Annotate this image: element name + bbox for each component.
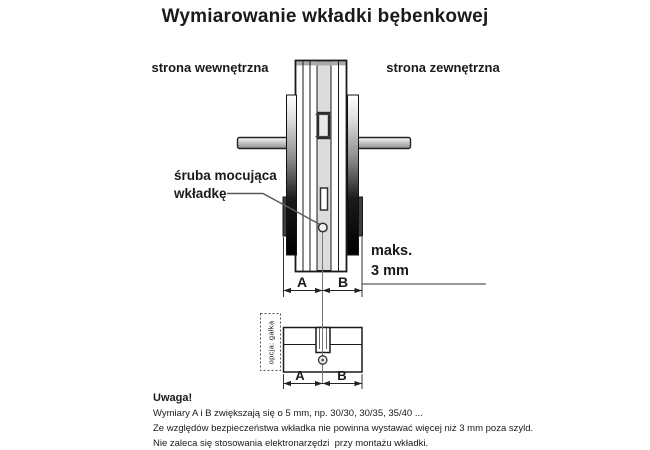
dimension-a-lower: A [295,368,305,383]
cam-window [318,113,329,138]
escutcheon-outer [348,95,359,255]
page-title: Wymiarowanie wkładki bębenkowej [161,6,489,27]
note-heading: Uwaga! [153,392,193,404]
max-protrusion-line2: 3 mm [371,263,409,279]
escutcheon-inner [287,95,297,255]
dimension-a-upper: A [296,274,308,290]
inner-side-label: strona wewnętrzna [151,60,269,75]
dimension-b-lower: B [337,368,347,383]
max-protrusion-line1: maks. [371,243,413,259]
knob-option-label-box [260,313,281,371]
screw-hole-dot [321,359,324,362]
keyway-slot [321,188,328,210]
dimension-arrow [315,381,323,386]
note-line: Ze względów bezpieczeństwa wkładka nie powinna wystawać więcej niż 3 mm poza szyld. [153,423,534,434]
fixing-screw-label-line2: wkładkę [174,186,227,201]
note-line: Wymiary A i B zwiększają się o 5 mm, np. 30/30, 30/35, 35/40 ... [153,408,423,419]
note-line: Nie zaleca się stosowania elektronarzędzi przy montażu wkładki. [153,438,429,449]
note-block [153,391,623,450]
fixing-screw-label [174,167,277,203]
spindle-rod-right [358,138,411,149]
fixing-screw-label-line1: śruba mocująca [174,168,277,183]
spindle-rod-left [238,138,288,149]
outer-side-label: strona zewnętrzna [386,60,500,75]
cylinder-core-strip [317,62,331,271]
fixing-screw [319,223,328,232]
knob-option-label: opcja: gałka [266,320,276,364]
dimension-b-upper: B [337,274,349,290]
upper-cross-section [238,61,411,272]
max-protrusion-label [371,241,412,281]
dimension-arrow [315,288,323,293]
